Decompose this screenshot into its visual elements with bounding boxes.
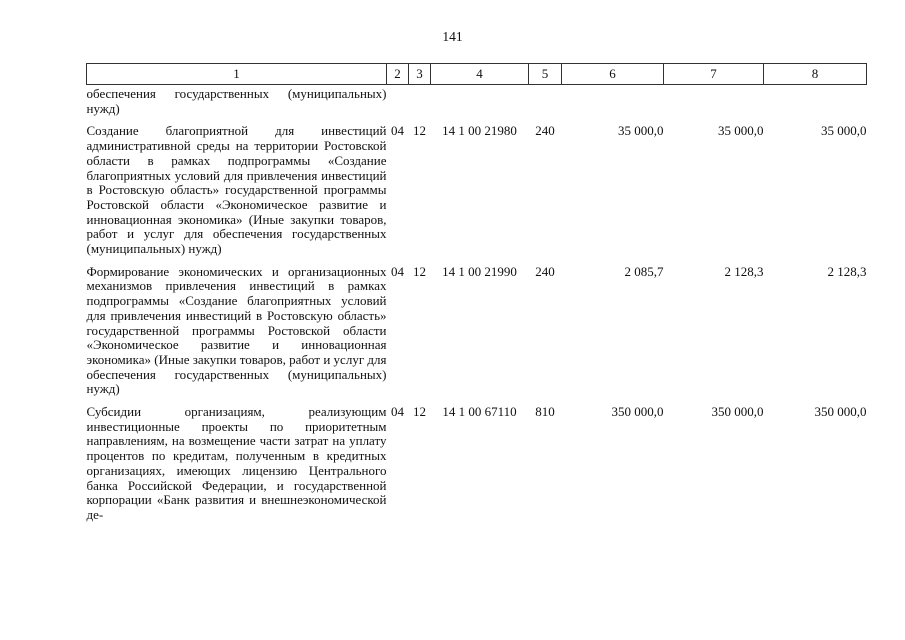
budget-table	[86, 63, 867, 531]
csr-cell: 14 1 00 21990	[442, 263, 517, 279]
table-row	[87, 124, 867, 264]
continuation-text: обеспечения государственных (муниципальных) нужд)	[86, 86, 387, 116]
pr-cell: 12	[413, 404, 426, 420]
rz-cell: 04	[391, 123, 404, 139]
pr-cell: 12	[413, 263, 426, 279]
vr-cell: 810	[535, 404, 555, 420]
row-description: Субсидии организациям, реализующим инвестиционные проекты по приоритетным направлениям, на возмещение части затрат на уплату процентов по кредитам, полученным в кредитных организациях, имеющих лицензию Центрального банка Российской Федерации, и государственной корпорации «Банк развития и внешнеэкономической де-	[86, 404, 387, 522]
amount-col6: 35 000,0	[618, 123, 664, 139]
table-row	[87, 265, 867, 405]
column-header: 1	[87, 64, 387, 85]
amount-col7: 350 000,0	[711, 404, 764, 420]
amount-col8: 2 128,3	[827, 263, 867, 279]
column-header: 8	[764, 64, 867, 85]
csr-cell: 14 1 00 67110	[442, 404, 517, 420]
amount-col7: 2 128,3	[724, 263, 764, 279]
column-header: 3	[409, 64, 431, 85]
column-header: 5	[529, 64, 562, 85]
rz-cell: 04	[391, 263, 404, 279]
column-header: 2	[387, 64, 409, 85]
table-row	[87, 405, 867, 531]
table-header-row	[87, 64, 867, 85]
amount-col6: 350 000,0	[611, 404, 664, 420]
vr-cell: 240	[535, 263, 555, 279]
column-header: 6	[562, 64, 664, 85]
row-description: Формирование экономических и организационных механизмов привлечения инвестиций в рамках подпрограммы «Создание благоприятных условий для привлечения инвестиций в Ростовскую область» государственной программы Ростовской области «Экономическое развитие и инновационная экономика» (Иные закупки товаров, работ и услуг для обеспечения государственных (муниципальных) нужд)	[86, 263, 387, 397]
amount-col8: 350 000,0	[814, 404, 867, 420]
amount-col7: 35 000,0	[718, 123, 764, 139]
csr-cell: 14 1 00 21980	[442, 123, 517, 139]
row-description: Создание благоприятной для инвестиций административной среды на территории Ростовской области в рамках подпрограммы «Создание благоприятных условий для привлечения инвестиций в Ростовскую область» государственной программы Ростовской области «Экономическое развитие и инновационная экономика» (Иные закупки товаров, работ и услуг для обеспечения государственных (муниципальных) нужд)	[86, 123, 387, 257]
rz-cell: 04	[391, 404, 404, 420]
page-number: 141	[442, 29, 463, 44]
column-header: 4	[431, 64, 529, 85]
amount-col6: 2 085,7	[624, 263, 664, 279]
vr-cell: 240	[535, 123, 555, 139]
column-header: 7	[664, 64, 764, 85]
table-row	[87, 85, 867, 125]
amount-col8: 35 000,0	[821, 123, 867, 139]
pr-cell: 12	[413, 123, 426, 139]
